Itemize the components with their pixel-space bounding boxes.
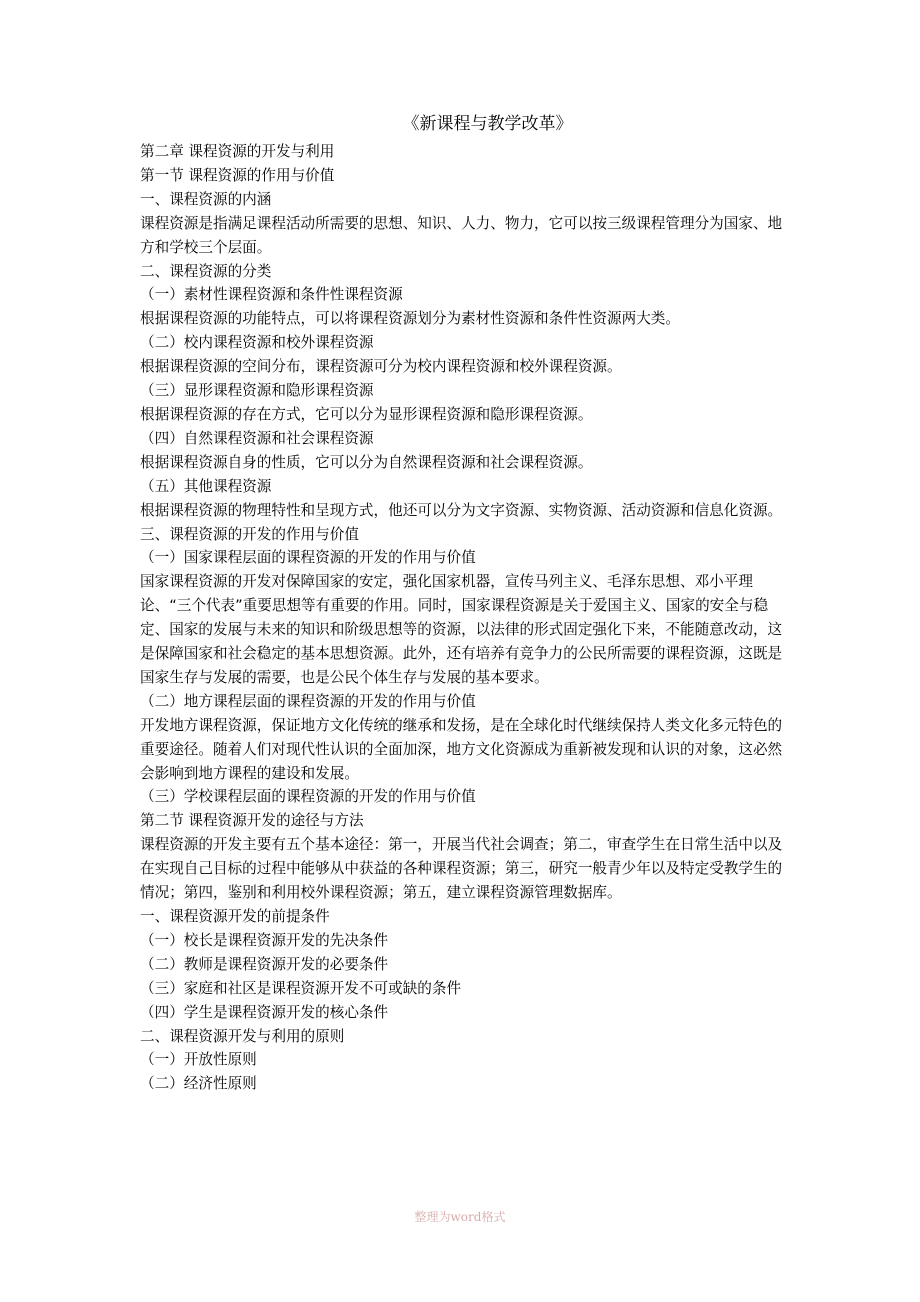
paragraph: 课程资源的开发主要有五个基本途径：第一，开展当代社会调查；第二，审查学生在日常生活中以及在实现自己目标的过程中能够从中获益的各种课程资源；第三，研究一般青少年以及特定受教学生的情况；第四，鉴别和利用校外课程资源；第五，建立课程资源管理数据库。 bbox=[140, 836, 783, 902]
heading-section: 第一节 课程资源的作用与价值 bbox=[140, 166, 335, 184]
page-footer: 整理为word格式 bbox=[414, 1210, 506, 1224]
subheading: （三）学校课程层面的课程资源的开发的作用与价值 bbox=[140, 788, 476, 806]
subheading: （一）开放性原则 bbox=[140, 1051, 257, 1069]
heading: 二、课程资源开发与利用的原则 bbox=[140, 1027, 345, 1045]
subheading: （一）国家课程层面的课程资源的开发的作用与价值 bbox=[140, 549, 476, 567]
line-list bbox=[140, 140, 785, 1096]
heading-chapter: 第二章 课程资源的开发与利用 bbox=[140, 143, 335, 160]
subheading: （二）教师是课程资源开发的必要条件 bbox=[140, 955, 389, 973]
subheading: （一）素材性课程资源和条件性课程资源 bbox=[140, 286, 403, 304]
subheading: （一）校长是课程资源开发的先决条件 bbox=[140, 931, 389, 949]
subheading: （四）学生是课程资源开发的核心条件 bbox=[140, 1003, 389, 1021]
paragraph: 根据课程资源的功能特点，可以将课程资源划分为素材性资源和条件性资源两大类。 bbox=[140, 310, 680, 328]
paragraph: 根据课程资源自身的性质，它可以分为自然课程资源和社会课程资源。 bbox=[140, 453, 593, 471]
paragraph: 根据课程资源的存在方式，它可以分为显形课程资源和隐形课程资源。 bbox=[140, 405, 593, 423]
subheading: （五）其他课程资源 bbox=[140, 477, 272, 495]
subheading: （三）显形课程资源和隐形课程资源 bbox=[140, 382, 374, 400]
paragraph: 国家课程资源的开发对保障国家的安定，强化国家机器，宣传马列主义、毛泽东思想、邓小平理论、“三个代表”重要思想等有重要的作用。同时，国家课程资源是关于爱国主义、国家的安全与稳定、国家的发展与未来的知识和阶级思想等的资源，以法律的形式固定强化下来，不能随意改动，这是保障国家和社会稳定的基本思想资源。此外，还有培养有竞争力的公民所需要的课程资源，这既是国家生存与发展的需要，也是公民个体生存与发展的基本要求。 bbox=[140, 573, 783, 686]
document-body bbox=[140, 112, 785, 1096]
heading: 二、课程资源的分类 bbox=[140, 262, 272, 280]
paragraph: 课程资源是指满足课程活动所需要的思想、知识、人力、物力，它可以按三级课程管理分为国家、地方和学校三个层面。 bbox=[140, 214, 783, 256]
heading: 一、课程资源开发的前提条件 bbox=[140, 908, 330, 925]
subheading: （二）经济性原则 bbox=[140, 1075, 257, 1093]
paragraph: 开发地方课程资源，保证地方文化传统的继承和发扬，是在全球化时代继续保持人类文化多元特色的重要途径。随着人们对现代性认识的全面加深，地方文化资源成为重新被发现和认识的对象，这必然会影响到地方课程的建设和发展。 bbox=[140, 716, 783, 782]
heading-section: 第二节 课程资源开发的途径与方法 bbox=[140, 812, 364, 830]
subheading: （二）校内课程资源和校外课程资源 bbox=[140, 334, 374, 352]
paragraph: 根据课程资源的物理特性和呈现方式，他还可以分为文字资源、实物资源、活动资源和信息化资源。 bbox=[140, 501, 783, 519]
heading: 三、课程资源的开发的作用与价值 bbox=[140, 525, 359, 543]
subheading: （四）自然课程资源和社会课程资源 bbox=[140, 429, 374, 447]
document-title: 《新课程与教学改革》 bbox=[402, 114, 573, 134]
subheading: （二）地方课程层面的课程资源的开发的作用与价值 bbox=[140, 692, 476, 710]
heading: 一、课程资源的内涵 bbox=[140, 190, 272, 208]
subheading: （三）家庭和社区是课程资源开发不可或缺的条件 bbox=[140, 979, 462, 997]
paragraph: 根据课程资源的空间分布，课程资源可分为校内课程资源和校外课程资源。 bbox=[140, 358, 622, 376]
